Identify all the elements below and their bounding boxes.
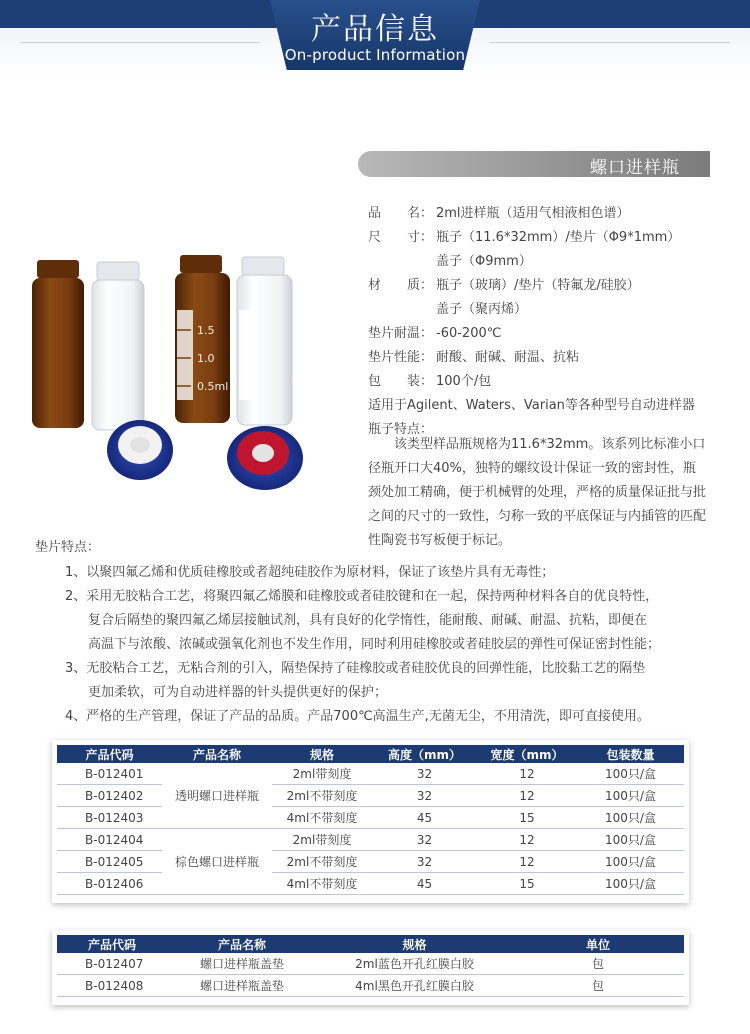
spec-material-cap: 盖子（聚丙烯）	[436, 302, 528, 317]
table-cell: 15	[477, 807, 577, 829]
table-cell: 100只/盒	[577, 763, 684, 785]
spec-material: 材 质： 瓶子（玻璃）/垫片（特氟龙/硅胶）	[368, 278, 640, 293]
table-cell: 12	[477, 763, 577, 785]
spec-size: 尺 寸： 瓶子（11.6*32mm）/垫片（Φ9*1mm）	[368, 230, 681, 245]
product-photo	[25, 240, 355, 510]
table-cell: 2ml不带刻度	[272, 851, 372, 873]
table-row	[57, 873, 684, 895]
table-cell: 15	[477, 873, 577, 895]
septa-item-2: 2、采用无胶粘合工艺，将聚四氟乙烯膜和硅橡胶或者硅胶键和在一起，保持两种材料各自的优良特性， 复合后隔垫的聚四氟乙烯层接触试剂，具有良好的化学惰性，能耐酸、耐碱、耐温、抗粘，即便在 高温下与浓酸、浓碱或强氧化剂也不发生作用，同时利用硅橡胶或者硅胶层的弹性可保证密封性能；	[65, 589, 661, 652]
table-cell: 4ml不带刻度	[272, 873, 372, 895]
table-cell: 4ml不带刻度	[272, 807, 372, 829]
spec-compat: 适用于Agilent、Waters、Varian等各种型号自动进样器	[368, 398, 695, 413]
mark-0-5: 0.5ml	[197, 380, 229, 393]
amber-vial-left	[32, 260, 84, 428]
table-cell: B-012404	[57, 829, 162, 851]
col-height: 高度（mm）	[372, 745, 477, 763]
table-cell: 32	[372, 851, 477, 873]
septa-item-3: 3、无胶粘合工艺，无粘合剂的引入，隔垫保持了硅橡胶或者硅胶优良的回弹性能，比胶黏工艺的隔垫 更加柔软，可为自动进样器的针头提供更好的保护；	[65, 661, 646, 700]
page-subtitle: On-product Information	[284, 46, 466, 64]
col-width: 宽度（mm）	[477, 745, 577, 763]
table-cell: B-012401	[57, 763, 162, 785]
table-row	[57, 953, 684, 975]
table-cell: B-012403	[57, 807, 162, 829]
table-cell: 12	[477, 829, 577, 851]
table-cell: 2ml蓝色开孔红膜白胶	[317, 953, 512, 975]
cap-white-septum	[107, 420, 173, 480]
table-cell: 45	[372, 873, 477, 895]
table-cell: B-012407	[57, 953, 167, 975]
table-cell: B-012406	[57, 873, 162, 895]
page-title: 产品信息	[311, 12, 439, 47]
table-row	[57, 829, 684, 851]
group-amber: 棕色螺口进样瓶	[162, 829, 272, 895]
vial-table-header	[57, 745, 684, 763]
header-banner	[0, 0, 750, 75]
table-row	[57, 807, 684, 829]
col-qty: 包装数量	[577, 745, 684, 763]
col-code: 产品代码	[57, 935, 167, 953]
table-cell: 32	[372, 785, 477, 807]
table-cell: B-012402	[57, 785, 162, 807]
vial-table-card	[52, 740, 689, 903]
banner-rule-right	[490, 42, 730, 43]
banner-rule-left	[20, 42, 260, 43]
vial-table	[57, 745, 684, 895]
table-cell: 4ml黑色开孔红膜白胶	[317, 975, 512, 997]
col-unit: 单位	[512, 935, 684, 953]
table-cell: 45	[372, 807, 477, 829]
mark-1-5: 1.5	[197, 324, 215, 337]
cap-table-card	[52, 930, 689, 1005]
group-clear: 透明螺口进样瓶	[162, 763, 272, 829]
spec-bottle-heading: 瓶子特点：	[368, 422, 434, 437]
table-cell: 12	[477, 851, 577, 873]
septa-item-1: 1、以聚四氟乙烯和优质硅橡胶或者超纯硅胶作为原材料，保证了该垫片具有无毒性；	[65, 565, 555, 580]
septa-heading: 垫片特点：	[35, 540, 101, 555]
table-cell: 100只/盒	[577, 873, 684, 895]
table-cell: 100只/盒	[577, 807, 684, 829]
table-cell: 2ml带刻度	[272, 763, 372, 785]
bottle-features: 该类型样品瓶规格为11.6*32mm。该系列比标准小口径瓶开口大40%，独特的螺纹设计保证一致的密封性，瓶颈处加工精确，便于机械臂的处理，严格的质量保证批与批之间的尺寸的一致性，匀称一致的平底保证与内插管的匹配性陶瓷书写板便于标记。	[368, 437, 707, 548]
clear-vial-right	[237, 257, 292, 425]
product-title: 螺口进样瓶	[590, 158, 680, 178]
product-title-bar	[358, 151, 710, 177]
cap-table	[57, 935, 684, 997]
table-cell: 螺口进样瓶盖垫	[167, 975, 317, 997]
col-name: 产品名称	[162, 745, 272, 763]
table-cell: 100只/盒	[577, 785, 684, 807]
col-name: 产品名称	[167, 935, 317, 953]
spec-performance: 垫片性能： 耐酸、耐碱、耐温、抗粘	[368, 350, 580, 365]
table-cell: B-012405	[57, 851, 162, 873]
mark-1-0: 1.0	[197, 352, 215, 365]
table-cell: 100只/盒	[577, 851, 684, 873]
spec-size-cap: 盖子（Φ9mm）	[436, 254, 532, 269]
septa-item-4: 4、严格的生产管理，保证了产品的品质。产品700℃高温生产,无菌无尘，不用清洗，即可直接使用。	[65, 709, 650, 724]
table-row	[57, 763, 684, 785]
col-code: 产品代码	[57, 745, 162, 763]
clear-vial-left	[92, 262, 144, 430]
table-cell: 12	[477, 785, 577, 807]
table-cell: 包	[512, 953, 684, 975]
table-cell: 包	[512, 975, 684, 997]
col-spec: 规格	[272, 745, 372, 763]
table-cell: 2ml不带刻度	[272, 785, 372, 807]
table-row	[57, 975, 684, 997]
amber-vial-right	[175, 255, 230, 423]
table-cell: 32	[372, 829, 477, 851]
table-cell: 2ml带刻度	[272, 829, 372, 851]
spec-temp: 垫片耐温： -60-200℃	[368, 326, 502, 341]
spec-packing: 包 装： 100个/包	[368, 374, 492, 389]
col-spec: 规格	[317, 935, 512, 953]
table-row	[57, 785, 684, 807]
spec-name: 品 名： 2ml进样瓶（适用气相液相色谱）	[368, 206, 630, 221]
table-cell: 100只/盒	[577, 829, 684, 851]
table-cell: 螺口进样瓶盖垫	[167, 953, 317, 975]
table-row	[57, 851, 684, 873]
table-cell: B-012408	[57, 975, 167, 997]
table-cell: 32	[372, 763, 477, 785]
cap-table-header	[57, 935, 684, 953]
cap-red-septum	[227, 426, 303, 490]
